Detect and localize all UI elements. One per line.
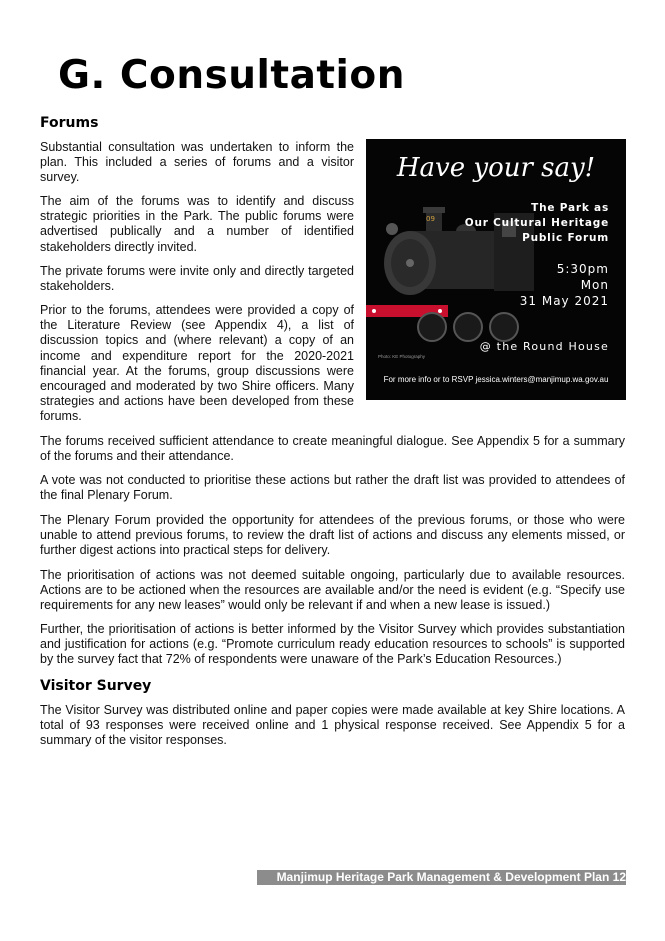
forums-paragraph-1: Substantial consultation was undertaken to inform the plan. This included a series of forums and a visitor survey.: [40, 140, 354, 185]
forums-paragraph-9: Further, the prioritisation of actions is better informed by the Visitor Survey which provides substantiation and justification for actions (e.g. “Promote curriculum ready education resources to schools” is supported by the survey fact that 72% of respondents were unaware of the Park’s Education Resources.): [40, 622, 625, 667]
poster-headline: Have your say!: [396, 153, 596, 183]
poster-rsvp: For more info or to RSVP jessica.winters@manjimup.wa.gov.au: [383, 375, 609, 384]
forum-poster-image: [366, 139, 626, 400]
poster-location: @ the Round House: [479, 340, 609, 353]
forums-paragraph-3: The private forums were invite only and directly targeted stakeholders.: [40, 264, 354, 294]
visitor-survey-paragraph: The Visitor Survey was distributed online and paper copies were made available at key Shire locations. A total of 93 responses were received online and 1 physical response received. See Appendix 5 for a summary of the visitor responses.: [40, 703, 625, 748]
forums-paragraph-5: The forums received sufficient attendance to create meaningful dialogue. See Appendix 5 for a summary of the forums and their attendance.: [40, 434, 625, 464]
poster-event-name: The Park as Our Cultural Heritage Public Forum: [464, 202, 609, 244]
poster-photo-credit: Photo: KE Photography: [378, 354, 426, 359]
forums-paragraph-7: The Plenary Forum provided the opportunity for attendees of the previous forums, or those who were unable to attend previous forums, to review the draft list of actions and discuss any elements missed, or further digest actions into practical steps for delivery.: [40, 513, 625, 558]
visitor-survey-heading: Visitor Survey: [40, 678, 152, 694]
forums-paragraph-6: A vote was not conducted to prioritise these actions but rather the draft list was provided to attendees of the final Plenary Forum.: [40, 473, 625, 503]
forums-paragraph-8: The prioritisation of actions was not deemed suitable ongoing, particularly due to available resources. Actions are to be actioned when the resources are available and/or the need is evident (e.g. “Specify use requirements for any new leases” would only be relevant if and when a new lease is issued.): [40, 568, 625, 613]
train-number: 09: [426, 215, 435, 223]
forums-heading: Forums: [40, 115, 99, 131]
poster-date-time: 5:30pm Mon 31 May 2021: [519, 262, 609, 308]
page-footer: Manjimup Heritage Park Management & Development Plan 12: [257, 870, 626, 885]
forums-paragraph-2: The aim of the forums was to identify and discuss strategic priorities in the Park. The public forums were advertised publically and a number of identified stakeholders directly invited.: [40, 194, 354, 254]
forums-paragraph-4: Prior to the forums, attendees were provided a copy of the Literature Review (see Appendix 4), a list of discussion topics and (where relevant) a copy of an income and expenditure report for the 2020-2021 financial year. At the forums, group discussions were encouraged and moderated by two Shire officers. Many strategies and actions have been developed from these forums.: [40, 303, 354, 424]
page-title: G. Consultation: [58, 53, 405, 98]
